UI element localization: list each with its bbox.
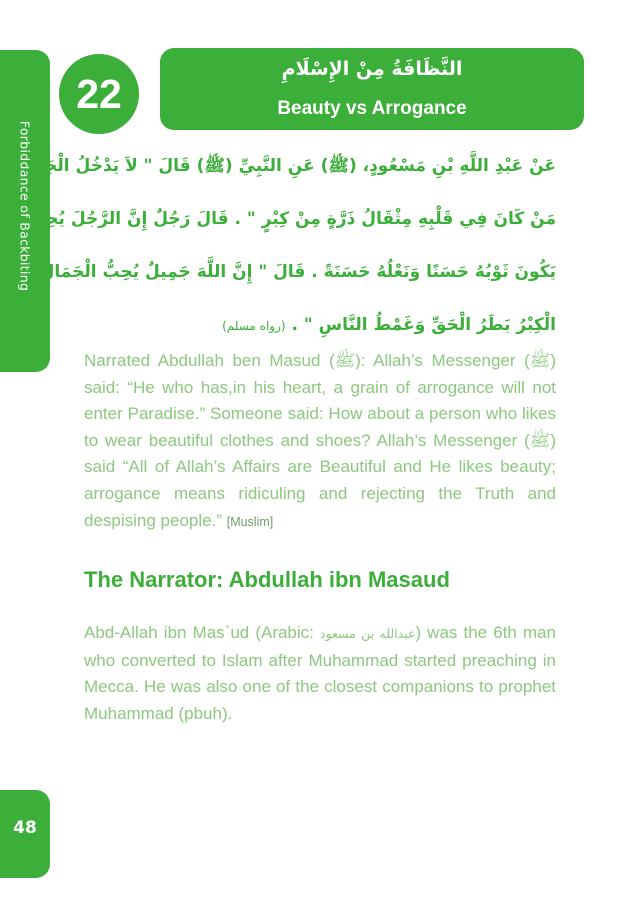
hadith-translation — [84, 348, 556, 535]
page-number: 48 — [13, 818, 37, 838]
header-english-title: Beauty vs Arrogance — [277, 98, 467, 119]
arabic-line: عَنْ عَبْدِ اللَّهِ بْنِ مَسْعُودٍ، (ﷺ) عَنِ النَّبِيِّ (ﷺ) قَالَ " لاَ يَدْخُلُ الْجَنَّةَ — [27, 156, 556, 176]
bio-text-start: Abd-Allah ibn Mas`ud (Arabic: — [84, 623, 314, 642]
narrator-section-title: The Narrator: Abdullah ibn Masaud — [84, 567, 450, 592]
arabic-line-text: الْكِبْرُ بَطَرُ الْحَقِّ وَغَمْطُ النَّاسِ " . — [291, 315, 556, 335]
side-tab-label: Forbiddance of Backbiting — [17, 120, 33, 292]
translation-source: [Muslim] — [226, 514, 274, 529]
hadith-number-badge — [54, 49, 144, 139]
arabic-line: مَنْ كَانَ فِي قَلْبِهِ مِثْقَالُ ذَرَّةٍ مِنْ كِبْرٍ " . قَالَ رَجُلٌ إِنَّ الرَّجُلَ يُحِبُّ أَنْ — [2, 209, 556, 229]
header-arabic-title: النَّظَافَةُ مِنْ الإِسْلَامِ — [281, 58, 463, 80]
arabic-line: يَكُونَ ثَوْبُهُ حَسَنًا وَنَعْلُهُ حَسَنَةً . قَالَ " إِنَّ اللَّهَ جَمِيلٌ يُحِبُّ الْجَمَالَ — [39, 262, 556, 282]
hadith-number: 22 — [76, 70, 122, 117]
narrator-bio — [84, 620, 556, 727]
translation-text: Narrated Abdullah ben Masud (ﷺ): Allah’s Messenger (ﷺ) said: “He who has,in his heart, a grain of arrogance will not enter Paradise.” Someone said: How about a person who likes to wear beautiful clothes and shoes? Allah’s Messenger (ﷺ) said “All of Allah’s Affairs are Beautiful and He likes beauty; arrogance means ridiculing and rejecting the Truth and despising people.” — [84, 351, 556, 530]
bio-arabic-name: عبدالله بن مسعود — [319, 626, 416, 641]
arabic-source: (رواه مسلم) — [222, 319, 286, 333]
arabic-line-last — [84, 299, 556, 352]
bio-text-end: ) was the 6th man who converted to Islam after Muhammad started preaching in Mecca. He was also one of the closest companions to prophet Muhammad (pbuh). — [84, 623, 556, 723]
